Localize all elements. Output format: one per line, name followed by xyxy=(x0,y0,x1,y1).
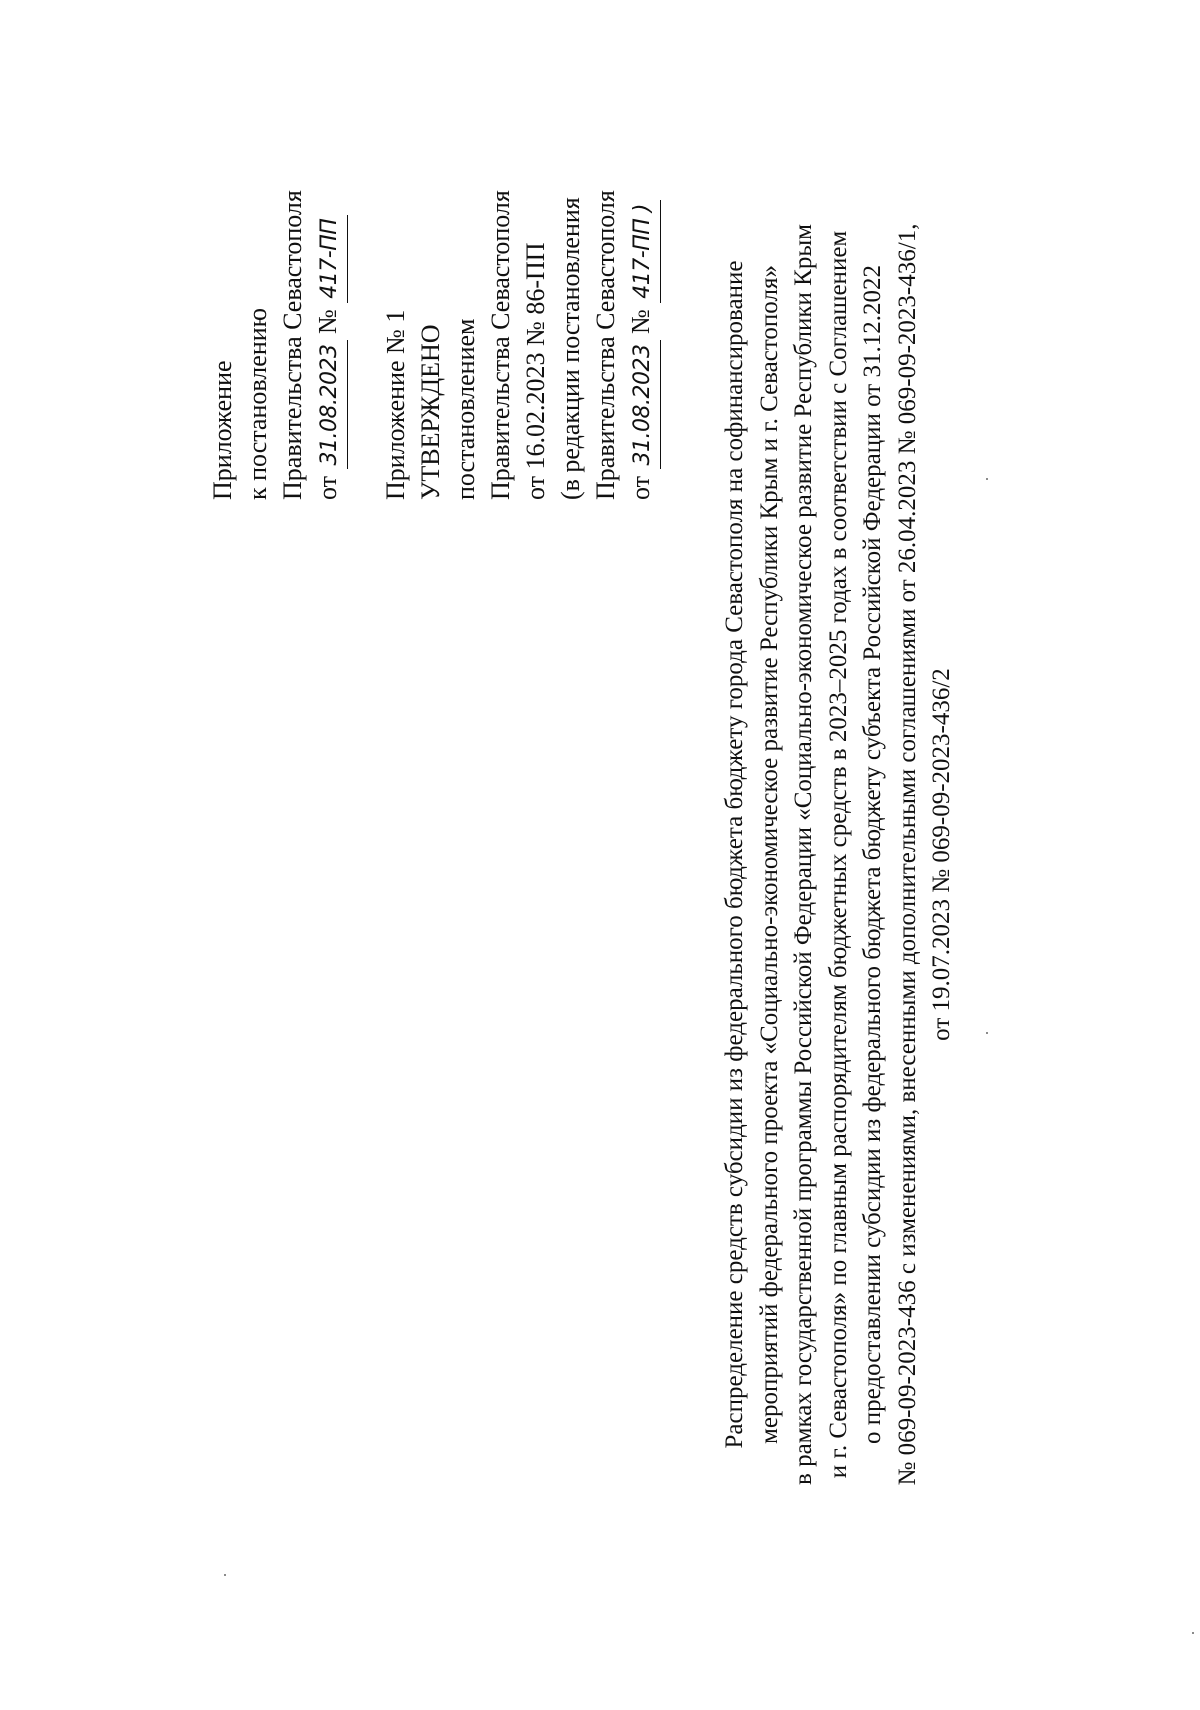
scan-speck xyxy=(1192,1632,1194,1634)
title-line-1: Распределение средств субсидии из федерального бюджета бюджету города Севастополя на софинансирование xyxy=(721,260,748,1449)
appendix-header xyxy=(205,190,348,500)
scan-speck xyxy=(986,1032,988,1034)
title-line-7: от 19.07.2023 № 069-09-2023-436/2 xyxy=(928,668,955,1041)
approval-line-7: Правительства Севастополя xyxy=(591,190,620,500)
appendix-number-prefix: № xyxy=(313,309,342,334)
approval-line-4: Правительства Севастополя xyxy=(486,190,515,500)
title-line-4: и г. Севастополя» по главным распорядителям бюджетных средств в 2023–2025 годах в соответствии с Соглашением xyxy=(824,230,852,1479)
appendix-handwritten-date: 31.08.2023 xyxy=(312,341,348,470)
appendix-handwritten-number: 417-ПП xyxy=(312,215,348,303)
title-line-6: № 069-09-2023-436 с изменениями, внесенными дополнительными соглашениями от 26.04.2023 № 069-09-2023-436/1, xyxy=(893,223,921,1486)
appendix-line-1: Приложение xyxy=(208,360,237,500)
appendix-line-3: Правительства Севастополя xyxy=(278,190,307,500)
title-line-3: в рамках государственной программы Российской Федерации «Социально-экономическое развитие Республики Крым xyxy=(790,224,817,1485)
approval-date-line xyxy=(623,190,661,500)
approval-handwritten-date: 31.08.2023 xyxy=(625,341,661,470)
approval-header xyxy=(378,190,661,500)
appendix-date-line xyxy=(310,190,348,500)
title-line-2: мероприятий федерального проекта «Социально-экономическое развитие Республики Крым и г. Севастополя» xyxy=(755,265,783,1444)
title-line-5: о предоставлении субсидии из федерального бюджета бюджету субъекта Российской Федерации от 31.12.2022 xyxy=(859,265,886,1444)
appendix-date-prefix: от xyxy=(313,475,342,500)
appendix-line-2: к постановлению xyxy=(243,307,272,500)
approval-handwritten-number: 417-ПП ) xyxy=(625,200,661,303)
approval-line-2: УТВЕРЖДЕНО xyxy=(416,324,445,500)
document-title xyxy=(718,182,960,1527)
approval-date-prefix: от xyxy=(626,475,655,500)
approval-line-6: (в редакции постановления xyxy=(556,197,585,500)
approval-line-1: Приложение № 1 xyxy=(381,309,410,500)
approval-line-3: постановлением xyxy=(451,318,480,500)
approval-number-prefix: № xyxy=(626,309,655,334)
approval-line-5: от 16.02.2023 № 86-ПП xyxy=(521,242,550,500)
scan-speck xyxy=(986,478,988,480)
scan-speck xyxy=(224,1574,226,1576)
